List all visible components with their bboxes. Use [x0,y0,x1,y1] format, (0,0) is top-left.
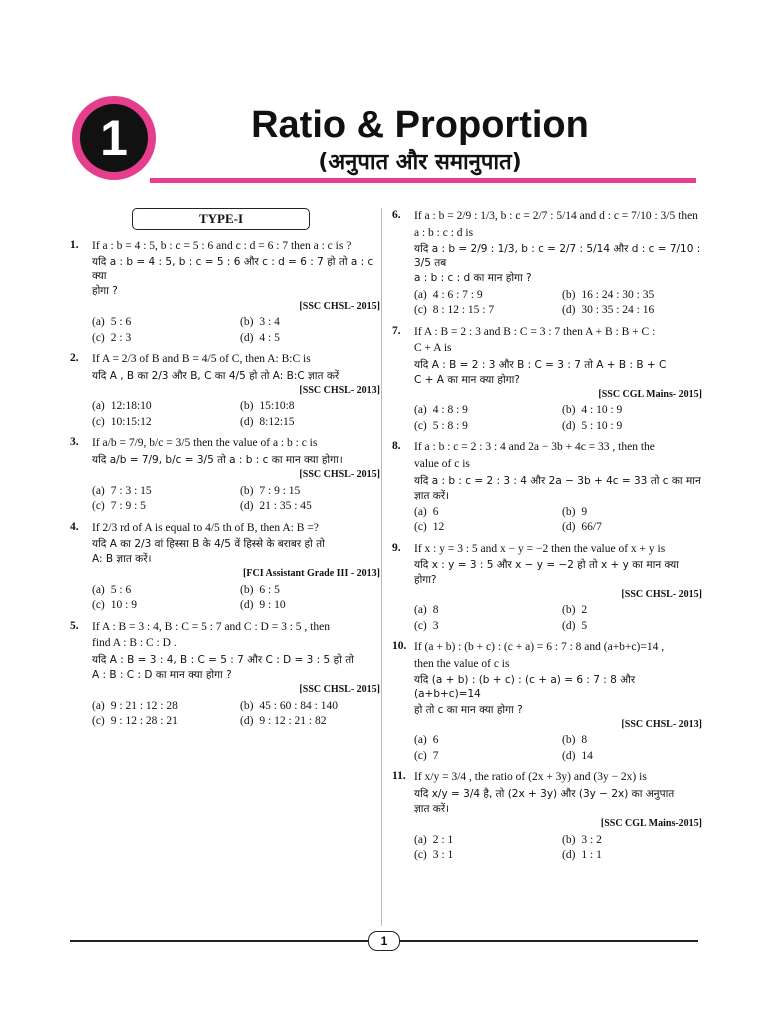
question-line: यदि A का 2/3 वां हिस्सा B के 4/5 वें हिस्से के बराबर हो तो [92,538,325,551]
question-source: [FCI Assistant Grade III - 2013] [243,568,380,580]
option-value: 4 : 6 : 7 : 9 [432,288,483,301]
answer-options [414,288,702,319]
answer-option [414,749,554,765]
question-item [70,619,380,730]
question-body [414,208,702,319]
question-line: then the value of c is [414,657,510,670]
answer-option [562,603,702,619]
option-value: 15:10:8 [259,400,295,413]
question-body [92,238,380,347]
question-item [70,351,380,430]
option-letter: (a) [414,505,427,518]
question-item [392,639,702,764]
answer-option [240,499,380,515]
option-letter: (c) [414,619,427,632]
answer-option [414,733,554,749]
option-letter: (a) [92,699,105,712]
answer-option [240,714,380,730]
option-value: 6 : 5 [259,583,280,596]
question-source: [SSC CHSL- 2013] [299,384,380,396]
question-item [70,435,380,514]
option-letter: (a) [414,288,427,301]
option-letter: (c) [414,304,427,317]
answer-option [414,848,554,864]
option-value: 10:15:12 [110,415,152,428]
question-number: 9. [392,541,401,554]
answer-option [92,399,232,415]
option-value: 5 : 8 : 9 [432,419,468,432]
option-letter: (d) [562,419,576,432]
question-list-right [392,208,702,864]
answer-option [414,403,554,419]
option-letter: (b) [562,505,576,518]
option-letter: (a) [414,734,427,747]
question-item [392,324,702,435]
option-letter: (b) [562,288,576,301]
answer-option [92,331,232,347]
page-number: 1 [368,931,400,951]
header-rule [150,178,696,183]
answer-option [562,288,702,304]
question-line: C + A is [414,342,452,355]
option-letter: (d) [240,599,254,612]
answer-option [414,603,554,619]
question-source: [SSC CHSL- 2013] [621,718,702,730]
question-source: [SSC CHSL- 2015] [299,300,380,312]
option-letter: (a) [92,316,105,329]
answer-option [414,303,554,319]
question-item [392,541,702,634]
answer-option [562,419,702,435]
question-line: If A : B = 3 : 4, B : C = 5 : 7 and C : D = 3 : 5 , then [92,620,330,633]
answer-option [562,733,702,749]
question-line: C + A का मान क्या होगा? [414,373,520,386]
answer-option [562,505,702,521]
option-value: 9 [581,505,588,518]
option-value: 4 : 8 : 9 [432,404,468,417]
chapter-number: 1 [80,104,148,172]
question-line: यदि a : b = 4 : 5, b : c = 5 : 6 और c : d = 6 : 7 हो तो a : c क्या [92,256,374,283]
answer-option [562,303,702,319]
option-letter: (b) [240,583,254,596]
option-value: 9 : 12 : 21 : 82 [259,715,327,728]
option-letter: (d) [240,715,254,728]
question-line: a : b : c : d का मान होगा ? [414,272,532,285]
answer-options [92,315,380,346]
type-label: TYPE-I [132,208,310,230]
option-letter: (b) [240,400,254,413]
question-item [392,769,702,863]
option-value: 3 : 1 [432,849,454,862]
question-line: A : B : C : D का मान क्या होगा ? [92,669,232,682]
question-body [414,639,702,764]
question-number: 11. [392,770,406,783]
answer-option [92,315,232,331]
option-value: 45 : 60 : 84 : 140 [259,699,339,712]
question-line: यदि A : B = 3 : 4, B : C = 5 : 7 और C : D = 3 : 5 हो तो [92,653,354,666]
question-source: [SSC CGL Mains- 2015] [598,388,702,400]
option-value: 5 : 6 [110,316,132,329]
option-value: 8 [432,604,439,617]
option-value: 6 [432,505,439,518]
question-line: If 2/3 rd of A is equal to 4/5 th of B, then A: B =? [92,521,319,534]
option-value: 14 [581,749,593,762]
column-divider [381,208,382,926]
answer-options [414,733,702,764]
question-list-left [70,238,380,730]
question-line: यदि A , B का 2/3 और B, C का 4/5 हो तो A: B:C ज्ञात करें [92,369,340,382]
question-line: a : b : c : d is [414,226,474,239]
chapter-title: Ratio & Proportion [251,104,589,146]
option-value: 7 : 9 : 15 [259,484,301,497]
question-line: ज्ञात करें। [414,803,450,816]
option-letter: (c) [414,749,427,762]
answer-option [414,419,554,435]
option-value: 8:12:15 [259,415,295,428]
question-line: If a : b = 2/9 : 1/3, b : c = 2/7 : 5/14 and d : c = 7/10 : 3/5 then [414,210,698,222]
option-value: 2 : 1 [432,833,454,846]
answer-options [414,505,702,536]
question-number: 4. [70,520,79,533]
question-line: If A : B = 2 : 3 and B : C = 3 : 7 then A + B : B + C : [414,325,656,338]
option-letter: (b) [240,316,254,329]
answer-option [92,699,232,715]
option-value: 2 : 3 [110,331,132,344]
question-source: [SSC CGL Mains-2015] [600,818,702,830]
option-letter: (a) [414,604,427,617]
question-line: यदि a : b = 2/9 : 1/3, b : c = 2/7 : 5/14 और d : c = 7/10 : 3/5 तब [414,243,701,270]
option-letter: (a) [92,400,105,413]
answer-option [414,520,554,536]
option-letter: (c) [92,715,105,728]
question-item [70,520,380,614]
option-letter: (b) [562,734,576,747]
option-letter: (b) [562,604,576,617]
question-line: यदि (a + b) : (b + c) : (c + a) = 6 : 7 : 8 और (a+b+c)=14 [414,674,636,701]
question-line: If (a + b) : (b + c) : (c + a) = 6 : 7 : 8 and (a+b+c)=14 , [414,641,665,654]
question-body [92,435,380,514]
option-letter: (a) [414,833,427,846]
question-number: 8. [392,440,401,453]
option-letter: (d) [240,500,254,513]
option-value: 1 : 1 [581,849,602,862]
question-source: [SSC CHSL- 2015] [299,684,380,696]
option-letter: (a) [414,404,427,417]
option-value: 5 [581,619,588,632]
answer-option [92,484,232,500]
option-value: 7 [432,749,439,762]
question-item [70,238,380,347]
answer-option [414,505,554,521]
question-number: 1. [70,238,79,251]
question-number: 6. [392,209,401,221]
option-value: 3 : 2 [581,833,602,846]
answer-option [562,833,702,849]
option-letter: (c) [92,500,105,513]
option-value: 12:18:10 [110,400,152,413]
option-letter: (c) [92,415,105,428]
answer-option [92,499,232,515]
question-body [414,541,702,634]
answer-option [240,583,380,599]
question-number: 5. [70,619,79,632]
option-value: 4 : 10 : 9 [581,404,623,417]
option-value: 5 : 6 [110,583,132,596]
option-letter: (d) [562,849,576,862]
option-value: 3 [432,619,439,632]
option-value: 9 : 10 [259,599,286,612]
answer-options [92,583,380,614]
option-letter: (a) [92,583,105,596]
option-letter: (b) [562,833,576,846]
option-value: 2 [581,604,588,617]
answer-option [414,619,554,635]
question-line: If x : y = 3 : 5 and x − y = −2 then the value of x + y is [414,542,666,555]
option-value: 5 : 10 : 9 [581,419,623,432]
option-value: 8 [581,734,588,747]
option-value: 16 : 24 : 30 : 35 [581,288,655,301]
question-body [414,439,702,535]
question-line: यदि x/y = 3/4 है, तो (2x + 3y) और (3y − 2x) का अनुपात [414,787,675,800]
question-source: [SSC CHSL- 2015] [621,588,702,600]
option-value: 4 : 5 [259,331,280,344]
answer-options [92,399,380,430]
question-line: find A : B : C : D . [92,637,177,650]
question-number: 7. [392,324,401,337]
option-value: 6 [432,734,439,747]
option-value: 12 [432,521,445,534]
question-line: ज्ञात करें। [414,489,450,502]
answer-option [562,848,702,864]
question-line: If a/b = 7/9, b/c = 3/5 then the value of a : b : c is [92,437,318,450]
answer-option [92,714,232,730]
left-column [70,208,380,735]
option-letter: (d) [240,331,254,344]
question-line: यदि a/b = 7/9, b/c = 3/5 तो a : b : c का मान क्या होगा। [92,453,343,466]
question-body [414,324,702,435]
answer-option [240,598,380,614]
answer-option [92,598,232,614]
option-value: 66/7 [581,521,602,534]
option-letter: (d) [562,521,576,534]
question-line: यदि a : b : c = 2 : 3 : 4 और 2a − 3b + 4c = 33 तो c का मान [414,474,701,487]
option-letter: (d) [562,304,576,317]
option-letter: (d) [562,749,576,762]
answer-option [240,399,380,415]
question-body [92,351,380,430]
option-letter: (d) [240,415,254,428]
question-line: यदि A : B = 2 : 3 और B : C = 3 : 7 तो A + B : B + C [414,358,667,371]
answer-option [562,403,702,419]
question-line: A: B ज्ञात करें। [92,553,152,566]
answer-options [414,403,702,434]
question-body [92,619,380,730]
question-line: If a : b = 4 : 5, b : c = 5 : 6 and c : d = 6 : 7 then a : c is ? [92,239,352,252]
option-value: 7 : 3 : 15 [110,484,152,497]
option-letter: (c) [414,419,427,432]
option-letter: (a) [92,484,105,497]
question-number: 3. [70,436,79,449]
question-number: 10. [392,640,407,653]
option-letter: (c) [92,599,105,612]
option-letter: (b) [240,484,254,497]
option-letter: (b) [240,699,254,712]
answer-option [240,484,380,500]
question-line: If x/y = 3/4 , the ratio of (2x + 3y) and (3y − 2x) is [414,771,647,784]
answer-option [240,699,380,715]
option-value: 3 : 4 [259,316,280,329]
answer-options [414,603,702,634]
option-letter: (c) [414,849,427,862]
option-letter: (d) [562,619,576,632]
option-value: 10 : 9 [110,599,137,612]
question-line: If a : b : c = 2 : 3 : 4 and 2a − 3b + 4c = 33 , then the [414,441,655,454]
option-letter: (c) [92,331,105,344]
question-line: value of c is [414,458,470,470]
question-line: हो तो c का मान क्या होगा ? [414,703,523,716]
answer-option [240,315,380,331]
right-column [392,208,702,869]
question-line: यदि x : y = 3 : 5 और x − y = −2 हो तो x + y का मान क्या होगा? [414,559,679,586]
answer-option [92,583,232,599]
option-letter: (b) [562,404,576,417]
answer-option [562,749,702,765]
option-value: 8 : 12 : 15 : 7 [432,304,495,317]
chapter-subtitle: (अनुपात और समानुपात) [318,150,522,175]
answer-option [562,619,702,635]
option-value: 30 : 35 : 24 : 16 [581,304,655,317]
question-item [392,439,702,535]
question-number: 2. [70,352,79,365]
answer-option [414,288,554,304]
question-source: [SSC CHSL- 2015] [299,469,380,481]
answer-options [92,699,380,730]
option-value: 21 : 35 : 45 [259,500,312,513]
answer-option [562,520,702,536]
answer-options [92,484,380,515]
option-value: 7 : 9 : 5 [110,500,146,513]
answer-options [414,833,702,864]
answer-option [240,331,380,347]
answer-option [240,415,380,431]
answer-option [414,833,554,849]
question-body [414,769,702,863]
option-value: 9 : 12 : 28 : 21 [110,715,178,728]
question-body [92,520,380,614]
option-letter: (c) [414,521,427,534]
answer-option [92,415,232,431]
question-line: होगा ? [92,285,118,298]
question-item [392,208,702,319]
question-line: If A = 2/3 of B and B = 4/5 of C, then A: B:C is [92,353,311,366]
option-value: 9 : 21 : 12 : 28 [110,699,178,712]
